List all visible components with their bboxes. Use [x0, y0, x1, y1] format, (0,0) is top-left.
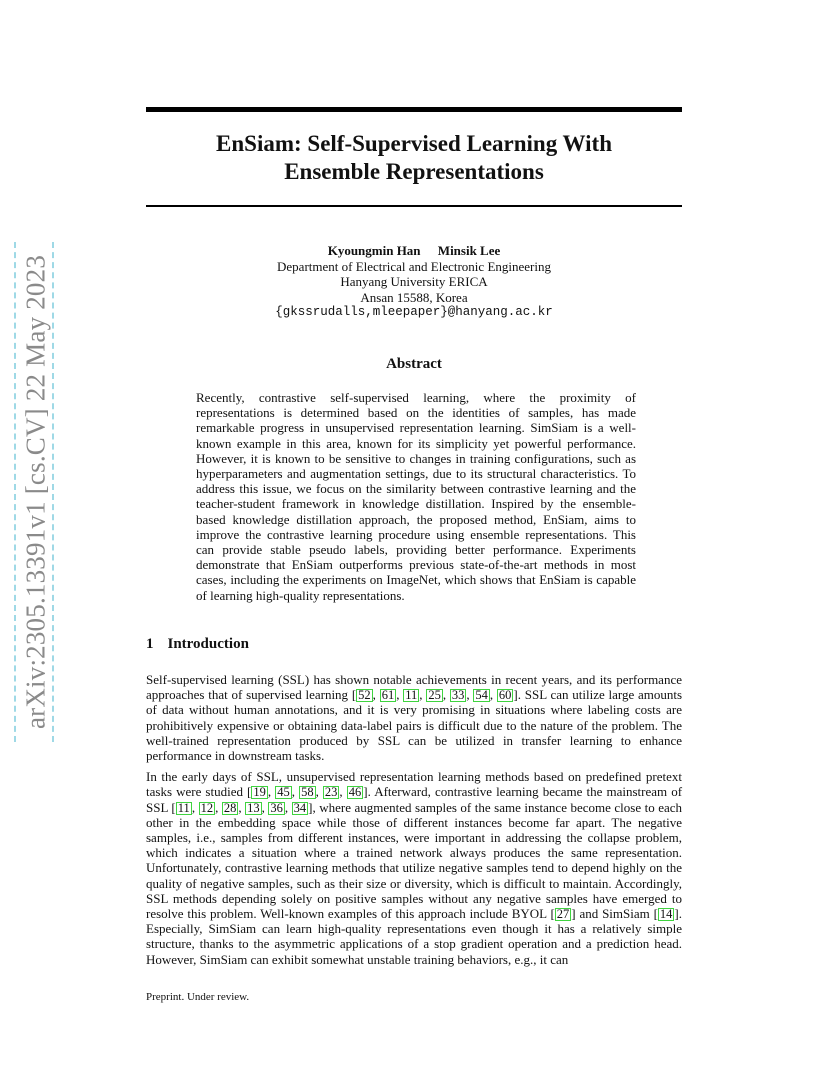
intro-paragraph-1: Self-supervised learning (SSL) has shown notable achievements in recent years, and its performance approaches that of supervised learning [ 52 , 61 , 11 , 25 , 33 , 54 , 60 ]. SSL can utilize large amounts of data without human annotations, and it is very promising in situations where labeling costs are prohibitively expensive or obtaining data-label pairs is difficult due to the nature of the problem. The well-trained representation produced by SSL can be utilized in transfer learning to enhance performance in downstream tasks.: [146, 672, 683, 764]
abstract-heading: Abstract: [386, 356, 442, 372]
section-title: Introduction: [167, 636, 249, 652]
affiliation-department: Department of Electrical and Electronic Engineering: [277, 258, 551, 274]
text-run: In the early days of SSL, unsupervised representation learning methods based on predefined pretext tasks were studied [: [146, 769, 682, 800]
citation-link[interactable]: 45: [277, 785, 290, 800]
citation-link[interactable]: 19: [253, 785, 266, 800]
citation-link[interactable]: 54: [475, 688, 488, 703]
author-name-1: Kyoungmin Han: [327, 243, 421, 258]
arxiv-identifier[interactable]: arXiv:2305.13391v1 [cs.CV] 22 May 2023: [20, 254, 51, 730]
title-top-rule: [146, 107, 682, 112]
footer-note: Preprint. Under review.: [146, 991, 250, 1003]
citation-link[interactable]: 23: [324, 785, 338, 800]
section-heading-introduction: [146, 636, 249, 653]
affiliation-address: Ansan 15588, Korea: [360, 289, 468, 305]
citation-link[interactable]: 11: [177, 800, 190, 815]
abstract-text: Recently, contrastive self-supervised learning, where the proximity of representations is determined based on the identities of samples, has made remarkable progress in unsupervised representation learning. SimSiam is a well-known example in this area, known for its simplicity yet powerful performance. However, it is known to be sensitive to changes in training configurations, such as hyperparameters and augmentation settings, due to its structural characteristics. To address this issue, we focus on the similarity between contrastive learning and the teacher-student framework in knowledge distillation. Inspired by the ensemble-based knowledge distillation approach, the proposed method, EnSiam, aims to improve the contrastive learning procedure using ensemble representations. This can provide stable pseudo labels, providing better performance. Experiments demonstrate that EnSiam outperforms previous state-of-the-art methods in most cases, including the experiments on ImageNet, which shows that EnSiam is capable of learning high-quality representations.: [196, 390, 636, 603]
text-run: Self-supervised learning (SSL) has shown notable achievements in recent years, and its performance approaches that of supervised learning [: [146, 672, 682, 703]
paper-title: [146, 130, 682, 186]
citation-link[interactable]: 12: [200, 800, 214, 815]
citation-link[interactable]: 34: [293, 800, 307, 815]
introduction-body: [146, 672, 682, 973]
text-run: ]. Especially, SimSiam can learn high-quality representations even though it has a relatively simple structure, thanks to the asymmetric applications of a stop gradient operation and a prediction head. However, SimSiam can exhibit somewhat unstable training behaviors, e.g., it can: [146, 906, 682, 967]
title-bottom-rule: [146, 205, 682, 207]
title-line-2: Ensemble Representations: [284, 159, 544, 184]
citation-link[interactable]: 58: [301, 785, 314, 800]
citation-link[interactable]: 61: [381, 688, 395, 703]
author-block: [146, 243, 682, 321]
citation-link[interactable]: 33: [451, 688, 465, 703]
citation-link[interactable]: 60: [498, 688, 512, 703]
author-names: [146, 243, 682, 259]
text-run: ] and SimSiam [: [571, 906, 658, 922]
intro-paragraph-2: In the early days of SSL, unsupervised representation learning methods based on predefined pretext tasks were studied [ 19 , 45 , 58 , 23 , 46 ]. Afterward, contrastive learning became the mainstream of SSL [ 11 , 12 , 28 , 13 , 36 , 34 ], where augmented samples of the same instance become close to each other in the embedding space while those of different instances become far apart. The negative samples, i.e., samples from different instances, were important in addressing the collapse problem, which indicates a situation where a trained network always produces the same representation. Unfortunately, contrastive learning methods that utilize negative samples tend to depend highly on the quality of negative samples, such as their size or diversity, which is difficult to maintain. Accordingly, SSL methods depending solely on positive samples without any negative samples have emerged to resolve this problem. Well-known examples of this approach include BYOL [ 27 ] and SimSiam [ 14 ]. Especially, SimSiam can learn high-quality representations even though it has a relatively simple structure, thanks to the asymmetric applications of a stop gradient operation and a prediction head. However, SimSiam can exhibit somewhat unstable training behaviors, e.g., it can: [146, 769, 683, 967]
citation-link[interactable]: 52: [358, 688, 371, 703]
citation-link[interactable]: 46: [348, 785, 362, 800]
title-line-1: EnSiam: Self-Supervised Learning With: [216, 131, 612, 156]
text-run: ], where augmented samples of the same instance become close to each other in the embedding space while those of different instances become far apart. The negative samples, i.e., samples from different instances, were important in addressing the collapse problem, which indicates a situation where a trained network always produces the same representation. Unfortunately, contrastive learning methods that utilize negative samples tend to depend highly on the quality of negative samples, such as their size or diversity, which is difficult to maintain. Accordingly, SSL methods depending solely on positive samples without any negative samples have emerged to resolve this problem. Well-known examples of this approach include BYOL [: [146, 799, 683, 922]
text-run: ]. SSL can utilize large amounts of data without human annotations, and it is very promising in situations where labeling costs are prohibitively expensive or obtaining data-label pairs is difficult due to the nature of the problem. The well-trained representation produced by SSL can be utilized in transfer learning to enhance performance in downstream tasks.: [146, 687, 683, 764]
affiliation-university: Hanyang University ERICA: [340, 274, 488, 289]
author-name-2: Minsik Lee: [437, 243, 501, 258]
section-number: 1: [146, 636, 154, 652]
citation-link[interactable]: 13: [247, 800, 260, 815]
citation-link[interactable]: 36: [270, 800, 283, 815]
author-email: {gkssrudalls,mleepaper}@hanyang.ac.kr: [275, 305, 553, 319]
citation-link[interactable]: 27: [556, 907, 570, 922]
citation-link[interactable]: 14: [659, 907, 673, 922]
citation-link[interactable]: 25: [428, 688, 441, 703]
text-run: ]. Afterward, contrastive learning became the mainstream of SSL [: [146, 784, 683, 815]
citation-link[interactable]: 28: [223, 800, 237, 815]
citation-link[interactable]: 11: [405, 688, 418, 703]
